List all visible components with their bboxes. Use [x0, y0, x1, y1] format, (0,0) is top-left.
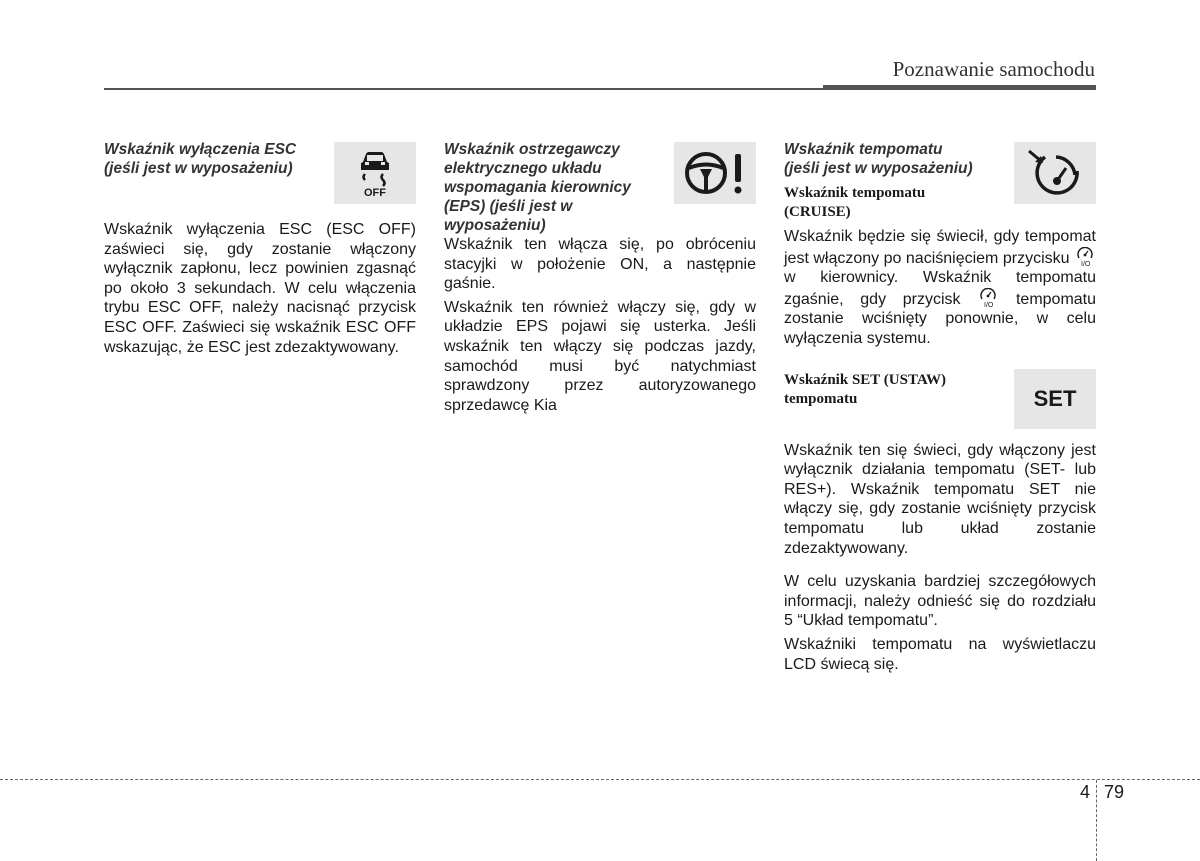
cruise-title-line1: Wskaźnik tempomatu: [784, 141, 943, 158]
page-header-title: Poznawanie samochodu: [892, 57, 1095, 81]
footer-rule: [0, 779, 1200, 780]
esc-off-icon-label: OFF: [364, 187, 386, 198]
set-icon-box: [1014, 369, 1096, 429]
eps-title-line1: Wskaźnik ostrzegawczy: [444, 141, 620, 158]
eps-para-1: Wskaźnik ten włącza się, po obróceniu stacyjki w położenie ON, a następnie gaśnie.: [444, 236, 756, 293]
steering-wheel-warning-icon: [679, 148, 751, 198]
eps-title-line3: wspomagania kierownicy: [444, 179, 631, 196]
eps-title-line2: elektrycznego układu: [444, 160, 602, 177]
cruise-body: [784, 227, 1096, 349]
esc-off-title-line1: Wskaźnik wyłączenia ESC: [104, 141, 297, 158]
info-body: W celu uzyskania bardziej szczegółowych informacji, należy odnieść się do rozdziału 5 “Układ tempomatu”.: [784, 573, 1096, 630]
cruise-icon-box: [1014, 142, 1096, 204]
esc-off-column: [104, 138, 416, 357]
esc-off-body: Wskaźnik wyłączenia ESC (ESC OFF) zaświeci się, gdy zostanie włączony wyłącznik zapłonu, lecz powinien zgasnąć po około 3 sekundach. W celu włączenia trybu ESC OFF, należy nacisnąć przycisk ESC OFF. Zaświeci się wskaźnik ESC OFF wskazując, że ESC jest zdezaktywowany.: [104, 221, 416, 356]
eps-title-line4: (EPS) (jeśli jest w: [444, 198, 573, 215]
cruise-control-icon: [1025, 147, 1085, 199]
footer-divider: [1096, 780, 1097, 861]
esc-off-icon-box: [334, 142, 416, 204]
svg-text:I/O: I/O: [1081, 260, 1091, 267]
cruise-button-icon-2: [977, 288, 999, 308]
eps-title-line5: wyposażeniu): [444, 217, 546, 234]
lcd-body: Wskaźniki tempomatu na wyświetlaczu LCD świecą się.: [784, 635, 1096, 673]
chapter-number: 4: [1080, 782, 1091, 802]
cruise-text-c: tempomatu zostanie wciśnięty ponownie, w celu wyłączenia systemu.: [784, 290, 1097, 347]
set-subtitle-line2: tempomatu: [784, 390, 858, 407]
cruise-column: [784, 138, 1096, 674]
cruise-subtitle-line1: Wskaźnik tempomatu: [784, 185, 926, 201]
set-subtitle-line1: Wskaźnik SET (USTAW): [784, 371, 946, 388]
set-icon-label: SET: [1033, 385, 1077, 411]
set-section-heading: [784, 371, 1096, 433]
page-number: 79: [1104, 782, 1125, 802]
cruise-subtitle-line2: (CRUISE): [784, 204, 851, 220]
header-rule-accent: [823, 85, 1096, 90]
cruise-text-a: Wskaźnik będzie się świecił, gdy tempomat jest włączony po naciśnięciem przycisku: [784, 228, 1096, 267]
eps-column: [444, 138, 756, 415]
esc-off-title-line2: (jeśli jest w wyposażeniu): [104, 160, 293, 177]
cruise-text-b: w kierownicy. Wskaźnik tempomatu zgaśnie, gdy przycisk: [784, 269, 1096, 308]
eps-section-heading: [444, 138, 756, 235]
eps-para-2: Wskaźnik ten również włączy się, gdy w układzie EPS pojawi się usterka. Jeśli wskaźnik ten włączy się podczas jazdy, samochód musi być natychmiast sprawdzony przez autoryzowanego sprzedawcę Kia: [444, 298, 756, 414]
svg-text:I/O: I/O: [984, 301, 994, 308]
eps-icon-box: [674, 142, 756, 204]
cruise-title-line2: (jeśli jest w wyposażeniu): [784, 160, 973, 177]
esc-off-icon: [355, 148, 395, 198]
esc-off-section-heading: [104, 138, 416, 220]
set-body: Wskaźnik ten się świeci, gdy włączony jest wyłącznik działania tempomatu (SET- lub RES+). Wskaźnik tempomatu SET nie włączy się, gdy zostanie wciśnięty przycisk tempomatu lub układ zostanie zdezaktywowany.: [784, 441, 1096, 557]
cruise-button-icon: [1074, 247, 1096, 267]
cruise-section-heading: [784, 138, 1096, 178]
